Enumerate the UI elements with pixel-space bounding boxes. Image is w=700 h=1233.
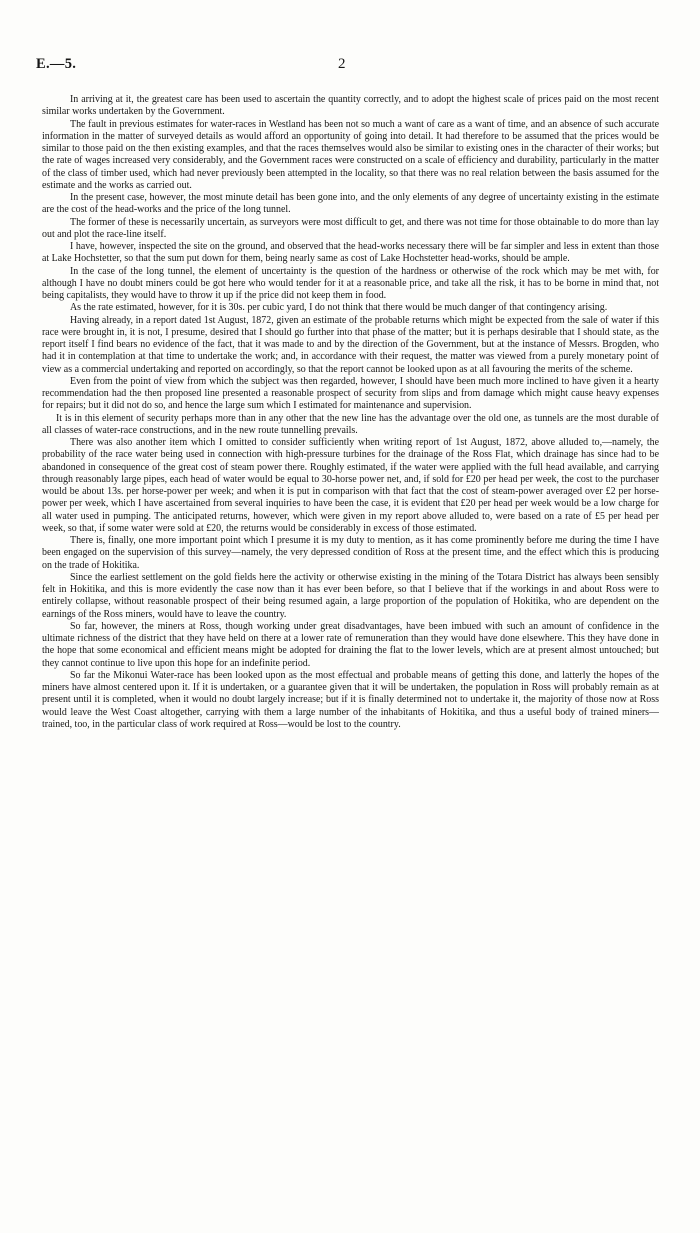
paragraph: I have, however, inspected the site on the ground, and observed that the head-works necessary there will be far simpler and less in extent than those at Lake Hochstetter, so that the sum put down for them, being nearly same as cost of Lake Hochstetter head-works, should be ample. <box>42 241 659 265</box>
page-header <box>36 56 664 76</box>
page-number: 2 <box>338 56 346 72</box>
paragraph: There was also another item which I omitted to consider sufficiently when writing report of 1st August, 1872, above alluded to,—namely, the probability of the race water being used in connection with high-pressure turbines for the drainage of the Ross Flat, which drainage has since had to be abandoned in consequence of the great cost of steam power there. Roughly estimated, if the water were applied with the full head available, and carrying through reasonably large pipes, each head of water would be equal to 30-horse power net, and, if sold for £20 per head per week, the cost to the purchaser would be about 13s. per horse-power per week; and when it is put in comparison with that fact that the cost of steam-power averaged over £2 per horse-power per week, which I have ascertained from several inquiries to have been the case, it is evident that £20 per head per week would be a low charge for all water used in pumping. The anticipated returns, however, which were given in my report above alluded to, were based on a rate of £5 per head per week, so that, if some water were sold at £20, the returns would be considerably in excess of those estimated. <box>42 437 659 534</box>
paragraph: So far the Mikonui Water-race has been looked upon as the most effectual and probable means of getting this done, and latterly the hopes of the miners have almost centered upon it. If it is undertaken, or a guarantee given that it will be undertaken, the population in Ross will probably remain as at present until it is completed, when it would no doubt largely increase; but if it is finally determined not to undertake it, the majority of those now at Ross would leave the West Coast altogether, carrying with them a large number of the inhabitants of Hokitika, and thus a useful body of trained miners—trained, too, in the particular class of work required at Ross—would be lost to the country. <box>42 669 659 730</box>
paragraph: There is, finally, one more important point which I presume it is my duty to mention, as it has come prominently before me during the time I have been engaged on the supervision of this survey—namely, the very depressed condition of Ross at the present time, and the effect which this is producing on the trade of Hokitika. <box>42 535 659 571</box>
paragraph: As the rate estimated, however, for it is 30s. per cubic yard, I do not think that there would be much danger of that contingency arising. <box>70 302 608 314</box>
paragraph: In arriving at it, the greatest care has been used to ascertain the quantity correctly, and to adopt the highest scale of prices paid on the most recent similar works undertaken by the Government. <box>42 94 659 118</box>
paragraph: In the present case, however, the most minute detail has been gone into, and the only elements of any degree of uncertainty existing in the estimate are the cost of the head-works and the price of the long tunnel. <box>42 192 659 216</box>
paragraph: Having already, in a report dated 1st August, 1872, given an estimate of the probable returns which might be expected from the sale of water if this race were brought in, it is not, I presume, desired that I should go further into that phase of the matter; but it is perhaps desirable that I should state, as the report itself I find bears no evidence of the fact, that it was made to and by the direction of the Government, but at the instance of Messrs. Brogden, who had it in contemplation at that time to undertake the work; and, in accordance with their request, the matter was viewed from a purely monetary point of view as a commercial undertaking and reported on accordingly, so that the report cannot be looked upon as at all favouring the merits of the scheme. <box>42 314 659 375</box>
report-body <box>42 94 659 731</box>
paragraph: It is in this element of security perhaps more than in any other that the new line has the advantage over the old one, as tunnels are the most durable of all classes of water-race constructions, and in the new route tunnelling prevails. <box>42 412 659 436</box>
paragraph: Even from the point of view from which the subject was then regarded, however, I should have been much more inclined to have given it a hearty recommendation had the then proposed line presented a reasonable prospect of security from slips and from damage which might cause heavy expenses for repairs; but it did not do so, and hence the large sum which I estimated for maintenance and supervision. <box>42 375 659 412</box>
paragraph: The former of these is necessarily uncertain, as surveyors were most difficult to get, and there was not time for those obtainable to do more than lay out and plot the race-line itself. <box>42 216 659 240</box>
paragraph: The fault in previous estimates for water-races in Westland has been not so much a want of care as a want of time, and an absence of such accurate information in the matter of surveyed details as would afford an opportunity of going into detail. It had therefore to be assumed that the prices would be similar to those paid on the then existing examples, and that the races themselves would also be similar to existing ones in the character of their works; but the rate of wages increased very considerably, and the Government races were constructed on a scale of efficiency and durability, particularly in the matter of the class of timber used, which had never previously been attempted in the locality, so that there was no real relation between the basis assumed for the estimate and the works as carried out. <box>42 118 659 191</box>
paragraph: Since the earliest settlement on the gold fields here the activity or otherwise existing in the mining of the Totara District has always been sensibly felt in Hokitika, and this is more evidently the case now than it has ever been before, so that I believe that if the workings in and about Ross were to entirely collapse, without reasonable prospect of their being resumed again, a large proportion of the population of Hokitika, who are dependent on the earnings of the Ross miners, would have to leave the country. <box>42 571 659 620</box>
paragraph: In the case of the long tunnel, the element of uncertainty is the question of the hardness or otherwise of the rock which may be met with, for although I have no doubt miners could be got here who would tender for it at a reasonable price, and take all the risk, it has to be borne in mind that, not being capitalists, they would have to throw it up if the price did not keep them in food. <box>42 265 659 301</box>
document-reference: E.—5. <box>36 56 77 72</box>
paragraph: So far, however, the miners at Ross, though working under great disadvantages, have been imbued with such an amount of confidence in the ultimate richness of the district that they have held on there at a lower rate of remuneration than they would have done elsewhere. This they have done in the hope that some economical and efficient means might be adopted for draining the flat to the lower levels, which are at present almost untouched; but they cannot continue to live upon this hope for an indefinite period. <box>42 620 659 669</box>
